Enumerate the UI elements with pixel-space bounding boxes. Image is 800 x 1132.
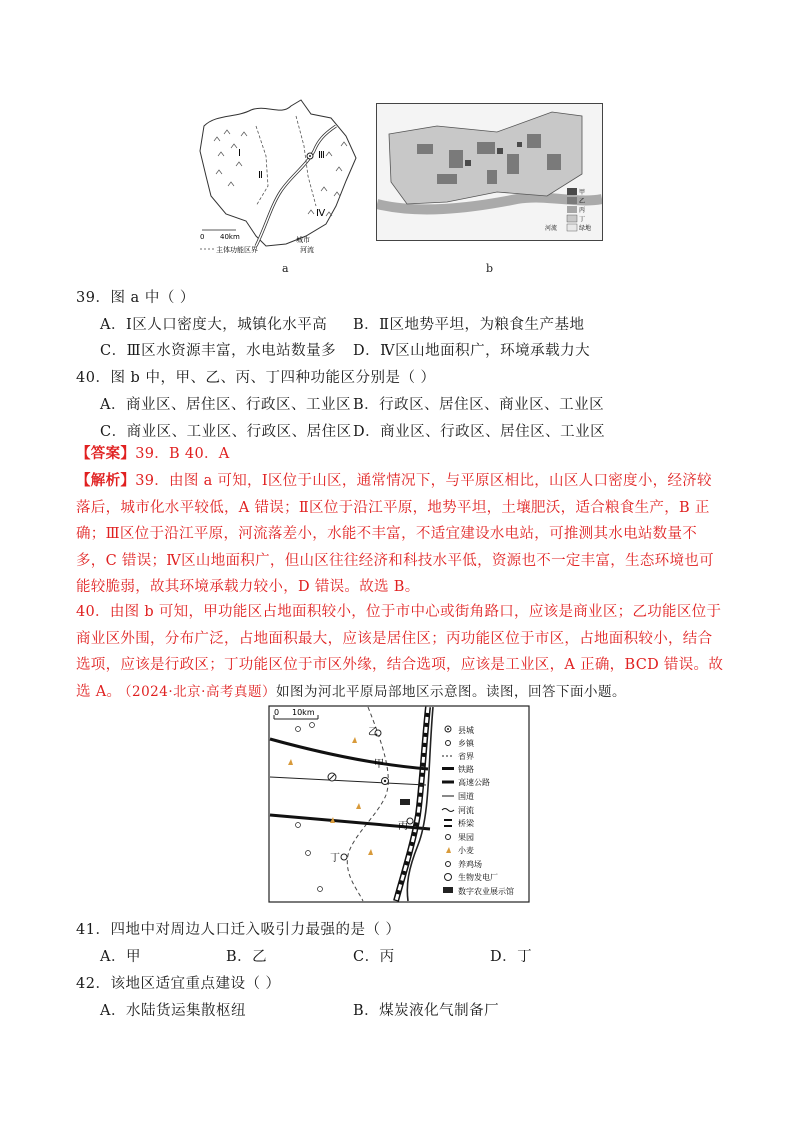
analysis-tag: 【解析】 (76, 472, 136, 489)
q40-option-a: A．商业区、居住区、行政区、工业区 (100, 397, 351, 413)
map2-legend-county: 县城 (458, 726, 474, 735)
q40-option-b: B．行政区、居住区、商业区、工业区 (353, 397, 605, 413)
map2-legend-railway: 铁路 (458, 765, 474, 774)
map2-label-ding: 丁 (330, 853, 340, 864)
map2-legend-township: 乡镇 (458, 739, 474, 748)
legend-green: 绿地 (579, 225, 592, 232)
map2-scale-label: 10km (292, 708, 315, 717)
legend-bing: 丙 (579, 207, 586, 214)
figure-a-map (196, 96, 366, 256)
analysis-39-text: 39．由图 a 可知，Ⅰ区位于山区，通常情况下，与平原区相比，山区人口密度小，经济较落后，城市化水平较低，A 错误；Ⅱ区位于沿江平原，地势平坦，土壤肥沃，适合粮食生产，B 正确；Ⅲ区位于沿江平原，河流落差小，水能不丰富，不适宜建设水电站，可推测其水电站数量不多，C 错误；Ⅳ区山地面积广，但山区往往经济和科技水平低，资源也不一定丰富，生态环境也可能较脆弱，故其环境承载力较小，D 错误。故选 B。 (76, 473, 714, 595)
figure-a-caption: a (282, 262, 289, 275)
map2-legend-chicken: 养鸡场 (458, 860, 482, 869)
legend-yi: 乙 (579, 198, 586, 205)
map2-label-jia: 甲 (374, 759, 384, 770)
q42-option-a: A．水陆货运集散枢纽 (100, 1003, 246, 1019)
region-label-4: Ⅳ (316, 208, 326, 219)
map2-legend-bio-plant: 生物发电厂 (458, 873, 498, 882)
q40-option-c: C．商业区、工业区、行政区、居住区 (100, 424, 352, 440)
q40-stem: 40．图 b 中，甲、乙、丙、丁四种功能区分别是（ ） (76, 370, 436, 386)
region-label-1: Ⅰ (238, 148, 241, 159)
q39-option-c: C．Ⅲ区水资源丰富，水电站数量多 (100, 343, 337, 359)
figure-b (376, 103, 603, 241)
scale-label: 40km (220, 233, 240, 241)
intro-source: （2024·北京·高考真题） (118, 684, 276, 700)
map2-legend-province: 省界 (458, 752, 474, 761)
legend-river-b: 河流 (545, 225, 558, 232)
map2 (268, 705, 530, 903)
q41-option-d: D．丁 (490, 949, 533, 965)
q41-option-c: C．丙 (353, 949, 395, 965)
map2-legend-expressway: 高速公路 (458, 778, 490, 787)
legend-ding: 丁 (579, 216, 586, 223)
legend-city: 城市 (296, 236, 310, 244)
q40-option-d: D．商业区、行政区、居住区、工业区 (353, 424, 606, 440)
map2-legend-bridge: 桥梁 (458, 819, 474, 828)
map2-figure (268, 705, 530, 903)
region-label-3: Ⅲ (318, 150, 325, 161)
map2-label-bing: 丙 (398, 821, 408, 832)
region-label-2: Ⅱ (258, 170, 263, 181)
figure-b-caption: b (486, 262, 494, 275)
map2-legend-wheat: 小麦 (458, 846, 474, 855)
q41-stem: 41．四地中对周边人口迁入吸引力最强的是（ ） (76, 922, 401, 938)
map2-label-yi: 乙 (368, 727, 378, 738)
scale-zero: 0 (200, 233, 205, 241)
q39-option-a: A．Ⅰ区人口密度大，城镇化水平高 (100, 317, 328, 333)
q42-stem: 42．该地区适宜重点建设（ ） (76, 976, 281, 992)
legend-river: 河流 (300, 246, 314, 254)
legend-jia: 甲 (579, 189, 586, 196)
answer-line (76, 441, 230, 468)
q41-option-a: A．甲 (100, 949, 141, 965)
map2-legend-museum: 数字农业展示馆 (458, 887, 514, 896)
intro-line (118, 680, 626, 700)
q41-option-b: B．乙 (226, 949, 268, 965)
figure-b-map (377, 104, 602, 240)
map2-legend-national-road: 国道 (458, 792, 474, 801)
answer-text: 39．B 40．A (135, 446, 230, 462)
q42-option-b: B．煤炭液化气制备厂 (353, 1003, 500, 1019)
analysis-40: 40．由图 b 可知，甲功能区占地面积较小，位于市中心或街角路口，应该是商业区；乙功能区位于商业区外围，分布广泛，占地面积最大，应该是居住区；丙功能区位于市区，占地面积较小，结合选项，应该是行政区；丁功能区位于市区外缘，结合选项，应该是工业区，A 正确，BCD 错误。故选 A。 (76, 604, 724, 700)
map2-legend-orchard: 果园 (458, 833, 474, 842)
map2-scale-zero: 0 (274, 708, 280, 717)
analysis-39 (76, 468, 724, 601)
q39-option-d: D．Ⅳ区山地面积广，环境承载力大 (353, 343, 591, 359)
map2-legend-river: 河流 (458, 806, 474, 815)
q39-option-b: B．Ⅱ区地势平坦，为粮食生产基地 (353, 317, 585, 333)
legend-boundary: 主体功能区界 (216, 246, 258, 254)
figure-a (196, 96, 366, 256)
intro-text: 如图为河北平原局部地区示意图。读图，回答下面小题。 (275, 684, 626, 700)
q39-stem: 39．图 a 中（ ） (76, 290, 195, 306)
answer-tag: 【答案】 (76, 445, 136, 462)
